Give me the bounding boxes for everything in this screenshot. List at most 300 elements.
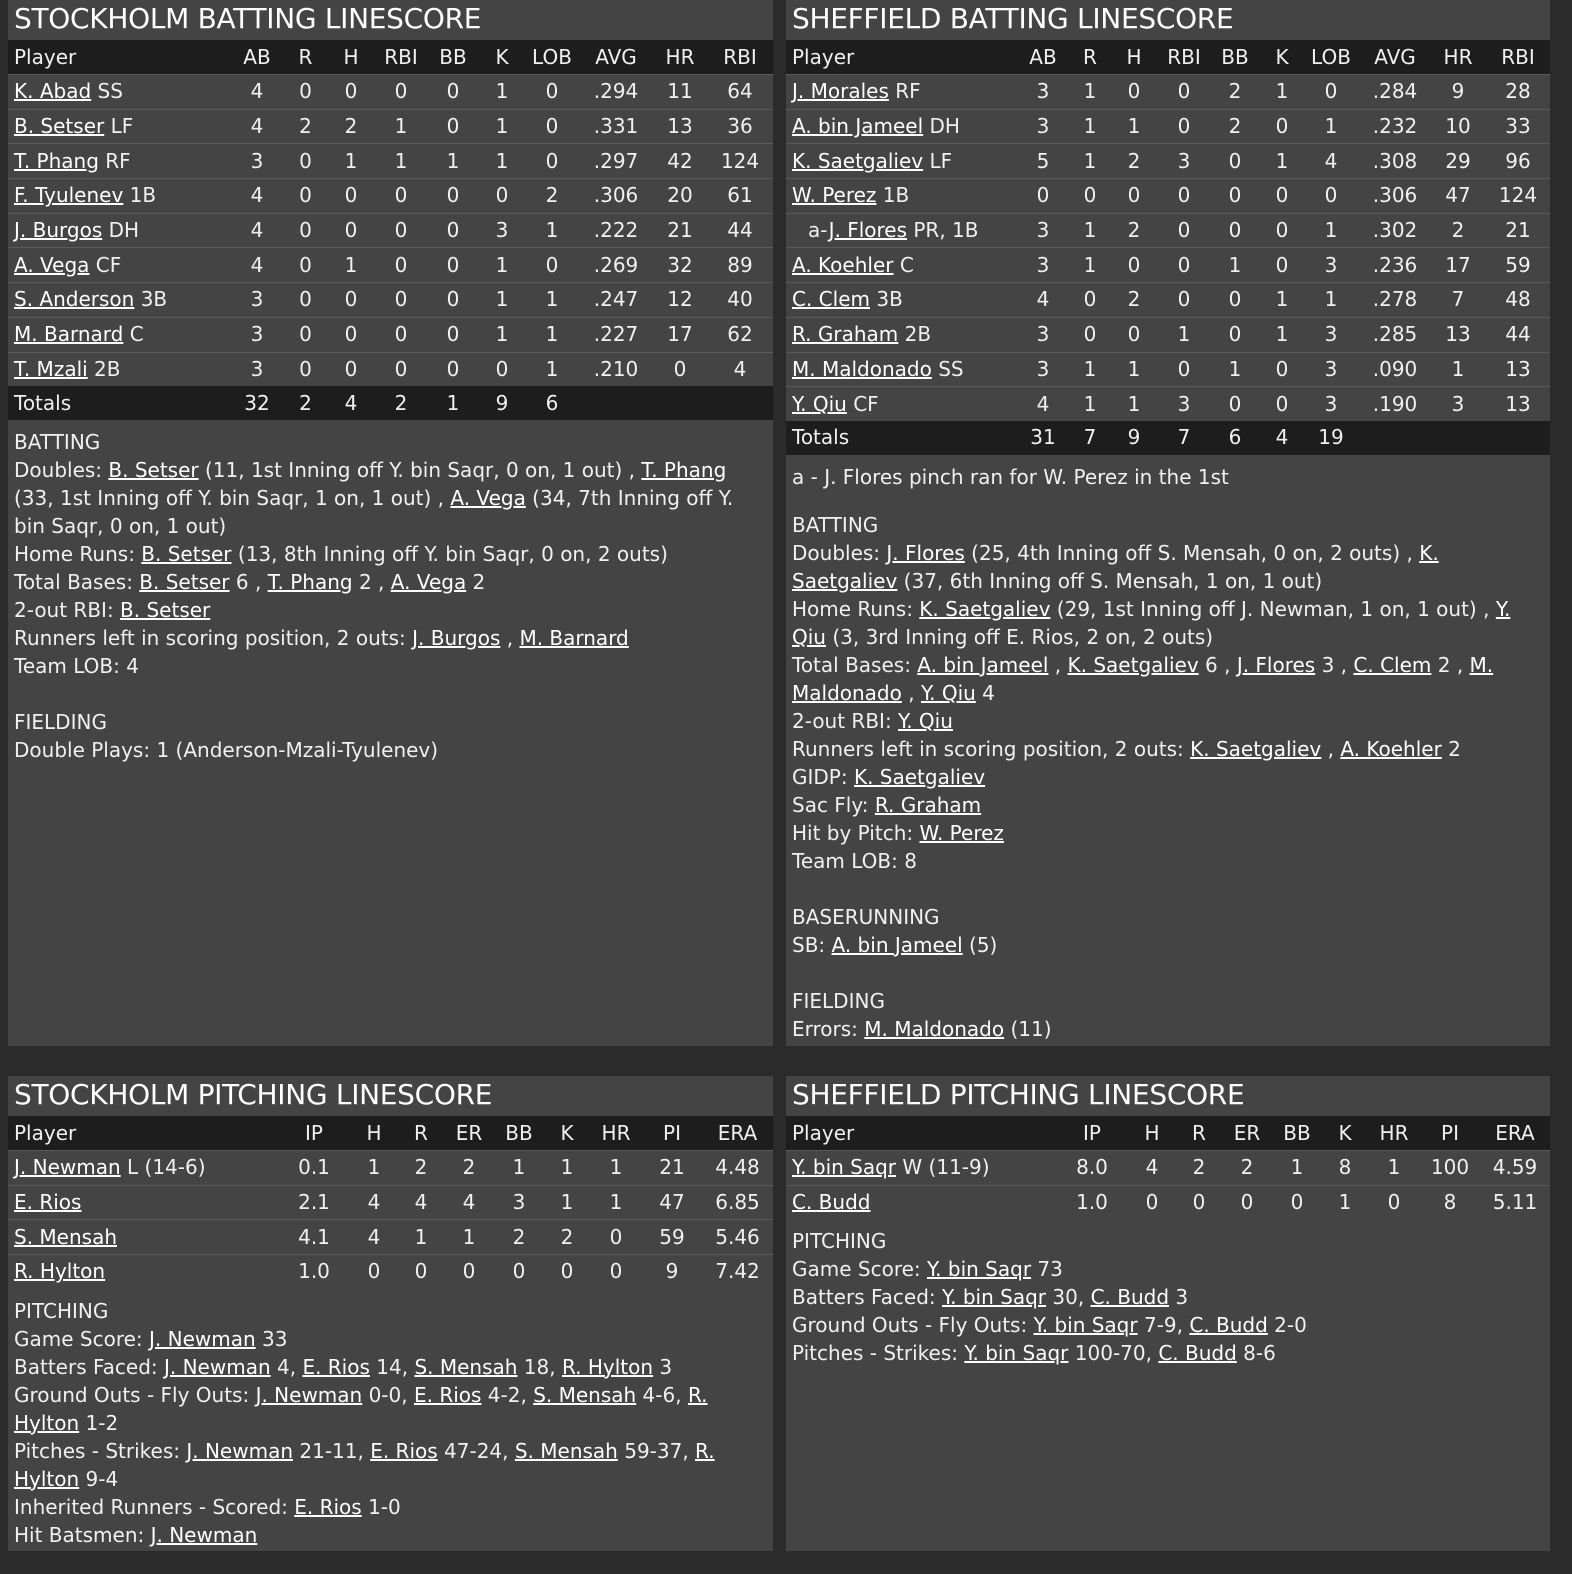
stat-cell: 1: [1228, 356, 1242, 381]
table-row: [8, 248, 773, 283]
batting-notes: [786, 511, 1550, 1043]
stat-cell: 4: [250, 252, 264, 277]
notes-heading: BASERUNNING: [792, 904, 940, 929]
stat-cell: 1: [1338, 1190, 1352, 1215]
player-cell: [8, 109, 230, 144]
notes-heading: PITCHING: [792, 1229, 887, 1254]
table-row: [8, 1185, 773, 1220]
notes-text: Batters Faced:: [14, 1354, 164, 1379]
player-link[interactable]: Y. Qiu: [898, 708, 953, 733]
stat-cell: 40: [727, 287, 753, 312]
stockholm-pitching-panel: [8, 1076, 773, 1551]
stat-cell: 10: [1445, 114, 1471, 139]
stat-cell: 0: [344, 287, 358, 312]
stat-cell: 0: [1275, 391, 1289, 416]
player-link[interactable]: E. Rios: [370, 1438, 438, 1463]
stat-cell: 0: [1275, 356, 1289, 381]
stat-cell: 0: [446, 287, 460, 312]
player-link[interactable]: E. Rios: [294, 1494, 362, 1519]
column-header: HR: [665, 44, 695, 69]
stat-cell: 4.48: [715, 1155, 760, 1180]
stat-cell: 4: [1036, 391, 1050, 416]
stat-cell: 1: [344, 148, 358, 173]
table-row: [786, 179, 1550, 214]
stat-cell: 2: [462, 1155, 476, 1180]
player-link[interactable]: E. Rios: [14, 1190, 82, 1215]
table-row: [786, 387, 1550, 421]
stat-cell: 61: [727, 183, 753, 208]
stat-cell: 4: [250, 183, 264, 208]
stat-cell: 3: [250, 322, 264, 347]
notes-line: [792, 763, 1544, 791]
player-link[interactable]: J. Newman: [186, 1438, 294, 1463]
player-link[interactable]: B. Setser: [120, 597, 211, 622]
notes-text: Total Bases:: [14, 569, 140, 594]
player-link[interactable]: J. Newman: [150, 1522, 258, 1547]
player-link[interactable]: Y. bin Saqr: [1033, 1313, 1138, 1338]
notes-line: [14, 1437, 767, 1493]
player-link[interactable]: F. Tyulenev: [14, 183, 124, 208]
player-position: RF: [895, 79, 921, 104]
player-cell: [8, 179, 230, 214]
player-cell: [786, 387, 1014, 421]
player-link[interactable]: Y. bin Saqr: [941, 1285, 1047, 1310]
notes-heading: PITCHING: [14, 1298, 109, 1323]
notes-text: 2 ,: [1431, 652, 1470, 677]
stat-cell: 0: [1228, 183, 1242, 208]
stat-cell: .294: [593, 79, 639, 104]
stat-cell: 1: [1083, 218, 1097, 243]
column-header: PI: [663, 1120, 681, 1145]
player-link[interactable]: K. Saetgaliev: [1067, 652, 1199, 677]
player-link[interactable]: J. Newman: [14, 1155, 121, 1180]
player-link[interactable]: K. Saetgaliev: [792, 148, 924, 173]
stat-cell: 3: [1177, 391, 1191, 416]
player-link[interactable]: B. Setser: [108, 457, 199, 482]
stat-cell: 0: [1324, 183, 1338, 208]
player-link[interactable]: J. Newman: [163, 1354, 271, 1379]
stat-cell: 9: [1451, 79, 1465, 104]
player-link[interactable]: Y. Qiu: [792, 391, 847, 416]
stat-cell: 4: [367, 1224, 381, 1249]
stat-cell: 1: [1083, 79, 1097, 104]
player-link[interactable]: B. Setser: [139, 569, 230, 594]
player-position: L (14-6): [127, 1155, 206, 1180]
stat-cell: 1: [394, 148, 408, 173]
player-link[interactable]: Y. Qiu: [920, 680, 976, 705]
stat-cell: 1: [495, 287, 509, 312]
player-cell: [786, 1185, 1056, 1219]
stat-cell: 1: [367, 1155, 381, 1180]
notes-text: 33: [255, 1326, 288, 1351]
stat-cell: 3: [250, 356, 264, 381]
table-row: [8, 179, 773, 214]
stat-cell: 4.1: [298, 1224, 330, 1249]
player-link[interactable]: J. Burgos: [412, 625, 501, 650]
player-link[interactable]: C. Budd: [1158, 1341, 1237, 1366]
player-link[interactable]: R. Hylton: [14, 1438, 715, 1491]
player-link[interactable]: A. bin Jameel: [792, 114, 924, 139]
player-link[interactable]: J. Flores: [828, 218, 908, 243]
column-header: R: [1192, 1120, 1206, 1145]
stat-cell: 2.1: [298, 1190, 330, 1215]
stat-cell: 4: [1036, 287, 1050, 312]
table-row: [786, 248, 1550, 283]
stat-cell: 1: [1083, 114, 1097, 139]
stat-cell: 0: [344, 183, 358, 208]
totals-cell: 2: [299, 390, 312, 415]
notes-text: 6 ,: [1198, 652, 1237, 677]
stat-cell: 0: [545, 148, 559, 173]
notes-line: [792, 1283, 1544, 1311]
player-link[interactable]: J. Flores: [1236, 652, 1316, 677]
stat-cell: 21: [667, 218, 693, 243]
stat-cell: 89: [727, 252, 753, 277]
player-position: 2B: [904, 322, 932, 347]
stat-cell: 0: [394, 322, 408, 347]
player-link[interactable]: R. Hylton: [561, 1354, 654, 1379]
notes-text: Runners left in scoring position, 2 outs:: [792, 736, 1191, 761]
notes-line: [792, 595, 1544, 651]
column-header: R: [298, 44, 313, 69]
stat-cell: 0: [394, 183, 408, 208]
player-link[interactable]: R. Hylton: [14, 1259, 106, 1284]
player-link[interactable]: B. Setser: [14, 114, 105, 139]
player-link[interactable]: W. Perez: [919, 820, 1004, 845]
player-link[interactable]: M. Maldonado: [792, 652, 1494, 705]
stat-cell: 0: [446, 79, 460, 104]
notes-text: Home Runs:: [14, 541, 142, 566]
stat-cell: 42: [667, 148, 693, 173]
player-link[interactable]: C. Clem: [1353, 652, 1432, 677]
totals-cell: 4: [1275, 425, 1289, 450]
player-link[interactable]: T. Phang: [14, 148, 99, 173]
player-cell: [786, 317, 1014, 352]
stat-cell: 2: [1240, 1155, 1254, 1180]
column-header: IP: [1083, 1120, 1101, 1145]
stat-cell: 0: [1036, 183, 1050, 208]
panel-title: STOCKHOLM BATTING LINESCORE: [14, 2, 482, 35]
stat-cell: 2: [1451, 218, 1465, 243]
table-row: [786, 144, 1550, 179]
stat-cell: .297: [593, 148, 639, 173]
player-link[interactable]: A. bin Jameel: [917, 652, 1049, 677]
player-link[interactable]: C. Budd: [1090, 1285, 1170, 1310]
player-link[interactable]: Y. Qiu: [792, 596, 1511, 649]
player-link[interactable]: E. Rios: [302, 1354, 370, 1379]
stat-cell: 0: [394, 79, 408, 104]
totals-cell: 32: [244, 390, 270, 415]
notes-text: 2-out RBI:: [14, 597, 121, 622]
stat-cell: 1: [1324, 114, 1338, 139]
totals-cell: 6: [1228, 425, 1242, 450]
notes-line: [14, 624, 767, 652]
stat-cell: 1.0: [1076, 1190, 1108, 1215]
stat-cell: 1: [1228, 252, 1242, 277]
player-link[interactable]: K. Abad: [14, 79, 92, 104]
stat-cell: 0: [344, 356, 358, 381]
player-link[interactable]: S. Anderson: [14, 287, 135, 312]
notes-text: Sac Fly:: [792, 792, 875, 817]
stat-cell: 1: [1275, 287, 1289, 312]
stat-cell: 1: [1127, 114, 1141, 139]
stat-cell: 33: [1505, 114, 1531, 139]
stat-cell: .190: [1372, 391, 1418, 416]
player-link[interactable]: R. Hylton: [14, 1382, 708, 1435]
notes-section: [792, 1227, 1544, 1367]
stat-cell: 0: [446, 356, 460, 381]
notes-section: [792, 511, 1544, 875]
player-cell: [8, 283, 230, 318]
table-row: [786, 75, 1550, 110]
notes-section: [14, 428, 767, 680]
player-link[interactable]: C. Budd: [792, 1190, 871, 1215]
notes-text: (11, 1st Inning off Y. bin Saqr, 0 on, 1 out) ,: [198, 457, 642, 482]
notes-text: 3: [1169, 1285, 1189, 1310]
player-link[interactable]: C. Budd: [1189, 1313, 1268, 1338]
totals-cell: [1430, 421, 1486, 455]
stat-cell: 48: [1505, 287, 1531, 312]
stat-cell: 3: [1036, 252, 1050, 277]
stat-cell: 0: [673, 356, 687, 381]
player-link[interactable]: T. Phang: [641, 457, 727, 482]
player-link[interactable]: K. Saetgaliev: [853, 764, 986, 789]
player-link[interactable]: J. Morales: [792, 79, 889, 104]
stat-cell: .284: [1372, 79, 1418, 104]
player-cell: [8, 213, 230, 248]
column-header: IP: [305, 1120, 323, 1145]
player-link[interactable]: T. Phang: [267, 569, 353, 594]
notes-line: [792, 931, 1544, 959]
player-link[interactable]: M. Barnard: [519, 625, 629, 650]
totals-cell: 1: [446, 390, 460, 415]
totals-cell: 4: [344, 390, 358, 415]
player-position: C: [129, 322, 144, 347]
notes-section: [14, 708, 767, 764]
stat-cell: 21: [1505, 218, 1531, 243]
stat-cell: 0.1: [298, 1155, 330, 1180]
player-cell: [786, 179, 1014, 214]
notes-text: Runners left in scoring position, 2 outs:: [14, 625, 413, 650]
panel-title: SHEFFIELD PITCHING LINESCORE: [792, 1078, 1245, 1111]
player-link[interactable]: R. Graham: [792, 322, 899, 347]
player-link[interactable]: A. Koehler: [1340, 736, 1442, 761]
totals-cell: [579, 386, 653, 420]
player-link[interactable]: J. Burgos: [14, 218, 103, 243]
player-link[interactable]: A. bin Jameel: [831, 932, 963, 957]
column-header: Player: [792, 44, 855, 69]
notes-text: 14,: [369, 1354, 415, 1379]
player-position: SS: [938, 356, 964, 381]
notes-text: (3, 3rd Inning off E. Rios, 2 on, 2 outs): [825, 624, 1214, 649]
stat-cell: 0: [1177, 183, 1191, 208]
stat-cell: 3: [1036, 79, 1050, 104]
stat-cell: 124: [720, 148, 760, 173]
stat-cell: .306: [1372, 183, 1418, 208]
notes-text: (11): [1004, 1016, 1052, 1041]
notes-text: 2-out RBI:: [792, 708, 899, 733]
player-link[interactable]: K. Saetgaliev: [919, 596, 1051, 621]
table-row: [786, 283, 1550, 318]
player-link[interactable]: K. Saetgaliev: [792, 540, 1439, 593]
stat-cell: 0: [609, 1259, 623, 1284]
stat-cell: 5: [1036, 148, 1050, 173]
stat-cell: 0: [299, 183, 312, 208]
column-header: BB: [505, 1120, 533, 1145]
player-link[interactable]: S. Mensah: [514, 1438, 618, 1463]
notes-text: SB:: [792, 932, 832, 957]
stat-cell: 1: [446, 148, 460, 173]
stat-cell: 1: [495, 148, 509, 173]
player-link[interactable]: Y. bin Saqr: [964, 1341, 1069, 1366]
player-link[interactable]: Y. bin Saqr: [927, 1257, 1032, 1282]
stat-cell: .232: [1372, 114, 1418, 139]
notes-line: [792, 791, 1544, 819]
stat-cell: 1: [1275, 148, 1289, 173]
stat-cell: 0: [446, 252, 460, 277]
player-link[interactable]: K. Saetgaliev: [1190, 736, 1322, 761]
totals-cell: [1360, 421, 1430, 455]
stat-cell: 0: [299, 218, 312, 243]
notes-line: [14, 1353, 767, 1381]
player-link[interactable]: Y. bin Saqr: [792, 1155, 897, 1180]
notes-text: 0-0,: [362, 1382, 414, 1407]
stat-cell: 0: [446, 114, 460, 139]
player-link[interactable]: C. Clem: [792, 287, 870, 312]
table-row: [8, 317, 773, 352]
stat-cell: .210: [593, 356, 639, 381]
player-link[interactable]: J. Flores: [886, 540, 965, 565]
player-link[interactable]: J. Newman: [255, 1382, 363, 1407]
stat-cell: 2: [414, 1155, 428, 1180]
notes-section: [14, 1297, 767, 1549]
notes-text: 100-70,: [1068, 1341, 1159, 1366]
stat-cell: 1: [1083, 356, 1097, 381]
player-link[interactable]: A. Vega: [390, 569, 467, 594]
stat-cell: 2: [1127, 287, 1141, 312]
player-link[interactable]: S. Mensah: [14, 1224, 117, 1249]
panel-title: SHEFFIELD BATTING LINESCORE: [792, 2, 1234, 35]
column-header: AB: [1029, 44, 1057, 69]
stat-cell: 2: [299, 114, 312, 139]
totals-label: Totals: [792, 425, 850, 450]
column-header: H: [1144, 1120, 1160, 1145]
stat-cell: 0: [609, 1224, 623, 1249]
notes-text: Game Score:: [14, 1326, 150, 1351]
stat-cell: 1: [414, 1224, 428, 1249]
stat-cell: 0: [446, 322, 460, 347]
stat-cell: .308: [1372, 148, 1418, 173]
stat-cell: 1: [1127, 391, 1141, 416]
notes-text: (34, 7th Inning off Y. bin Saqr, 0 on, 1 out): [14, 485, 734, 538]
stat-cell: 1: [495, 322, 509, 347]
column-header: LOB: [1311, 44, 1351, 69]
notes-text: ,: [500, 625, 520, 650]
stat-cell: 4.59: [1492, 1155, 1538, 1180]
notes-text: Pitches - Strikes:: [14, 1438, 187, 1463]
stat-cell: 44: [1505, 322, 1531, 347]
player-link[interactable]: J. Newman: [149, 1326, 256, 1351]
stat-cell: 13: [1505, 356, 1531, 381]
stat-cell: 0: [1127, 183, 1141, 208]
column-header: H: [1126, 44, 1142, 69]
stat-cell: 2: [1192, 1155, 1206, 1180]
stat-cell: .247: [593, 287, 639, 312]
player-link[interactable]: A. Vega: [450, 485, 526, 510]
stat-cell: .222: [593, 218, 639, 243]
stat-cell: 1: [1083, 391, 1097, 416]
stat-cell: 1: [560, 1190, 574, 1215]
player-position: 3B: [140, 287, 168, 312]
table-row: [8, 144, 773, 179]
notes-text: (13, 8th Inning off Y. bin Saqr, 0 on, 2 outs): [231, 541, 668, 566]
column-header: PI: [1441, 1120, 1459, 1145]
player-link[interactable]: T. Mzali: [14, 356, 88, 381]
player-link[interactable]: S. Mensah: [533, 1382, 637, 1407]
stat-cell: 1: [495, 252, 509, 277]
totals-cell: [707, 386, 773, 420]
stat-cell: 1: [1083, 148, 1097, 173]
stat-cell: 0: [1275, 218, 1289, 243]
column-header: Player: [14, 1120, 77, 1145]
column-header: R: [1083, 44, 1097, 69]
column-header: H: [366, 1120, 382, 1145]
player-cell: [8, 1151, 278, 1186]
player-link[interactable]: M. Maldonado: [792, 356, 932, 381]
player-cell: [8, 317, 230, 352]
stat-cell: 13: [1505, 391, 1531, 416]
player-link[interactable]: S. Mensah: [414, 1354, 518, 1379]
player-link[interactable]: A. Koehler: [792, 252, 894, 277]
player-link[interactable]: M. Barnard: [14, 322, 124, 347]
notes-text: Team LOB: 4: [14, 653, 139, 678]
stat-cell: 0: [1324, 79, 1338, 104]
stat-cell: 0: [495, 356, 509, 381]
player-link[interactable]: B. Setser: [141, 541, 232, 566]
totals-cell: 6: [545, 390, 559, 415]
stat-cell: 0: [1177, 218, 1191, 243]
stat-cell: 20: [667, 183, 693, 208]
player-link[interactable]: M. Maldonado: [864, 1016, 1005, 1041]
totals-row: [8, 386, 773, 420]
stat-cell: 1: [394, 114, 408, 139]
header-row: [8, 40, 773, 75]
stat-cell: 0: [299, 356, 312, 381]
notes-line: [792, 1255, 1544, 1283]
player-link[interactable]: A. Vega: [14, 252, 90, 277]
player-position: LF: [929, 148, 953, 173]
notes-text: Team LOB: 8: [792, 848, 917, 873]
table-row: [8, 213, 773, 248]
stat-cell: 17: [667, 322, 693, 347]
stat-cell: 3: [1324, 356, 1338, 381]
stockholm-batting-panel: [8, 0, 773, 1046]
column-header: RBI: [1167, 44, 1201, 69]
stat-cell: 3: [495, 218, 509, 243]
stat-cell: 1: [344, 252, 358, 277]
stat-cell: 3: [1036, 322, 1050, 347]
player-link[interactable]: R. Graham: [874, 792, 982, 817]
table-row: [8, 75, 773, 110]
stat-cell: 1: [1290, 1155, 1304, 1180]
notes-heading: BATTING: [792, 512, 879, 537]
player-link[interactable]: W. Perez: [792, 183, 877, 208]
player-cell: [786, 283, 1014, 318]
notes-text: Hit Batsmen:: [14, 1522, 151, 1547]
player-position: W (11-9): [902, 1155, 990, 1180]
player-link[interactable]: E. Rios: [413, 1382, 482, 1407]
stat-cell: 3: [1451, 391, 1465, 416]
